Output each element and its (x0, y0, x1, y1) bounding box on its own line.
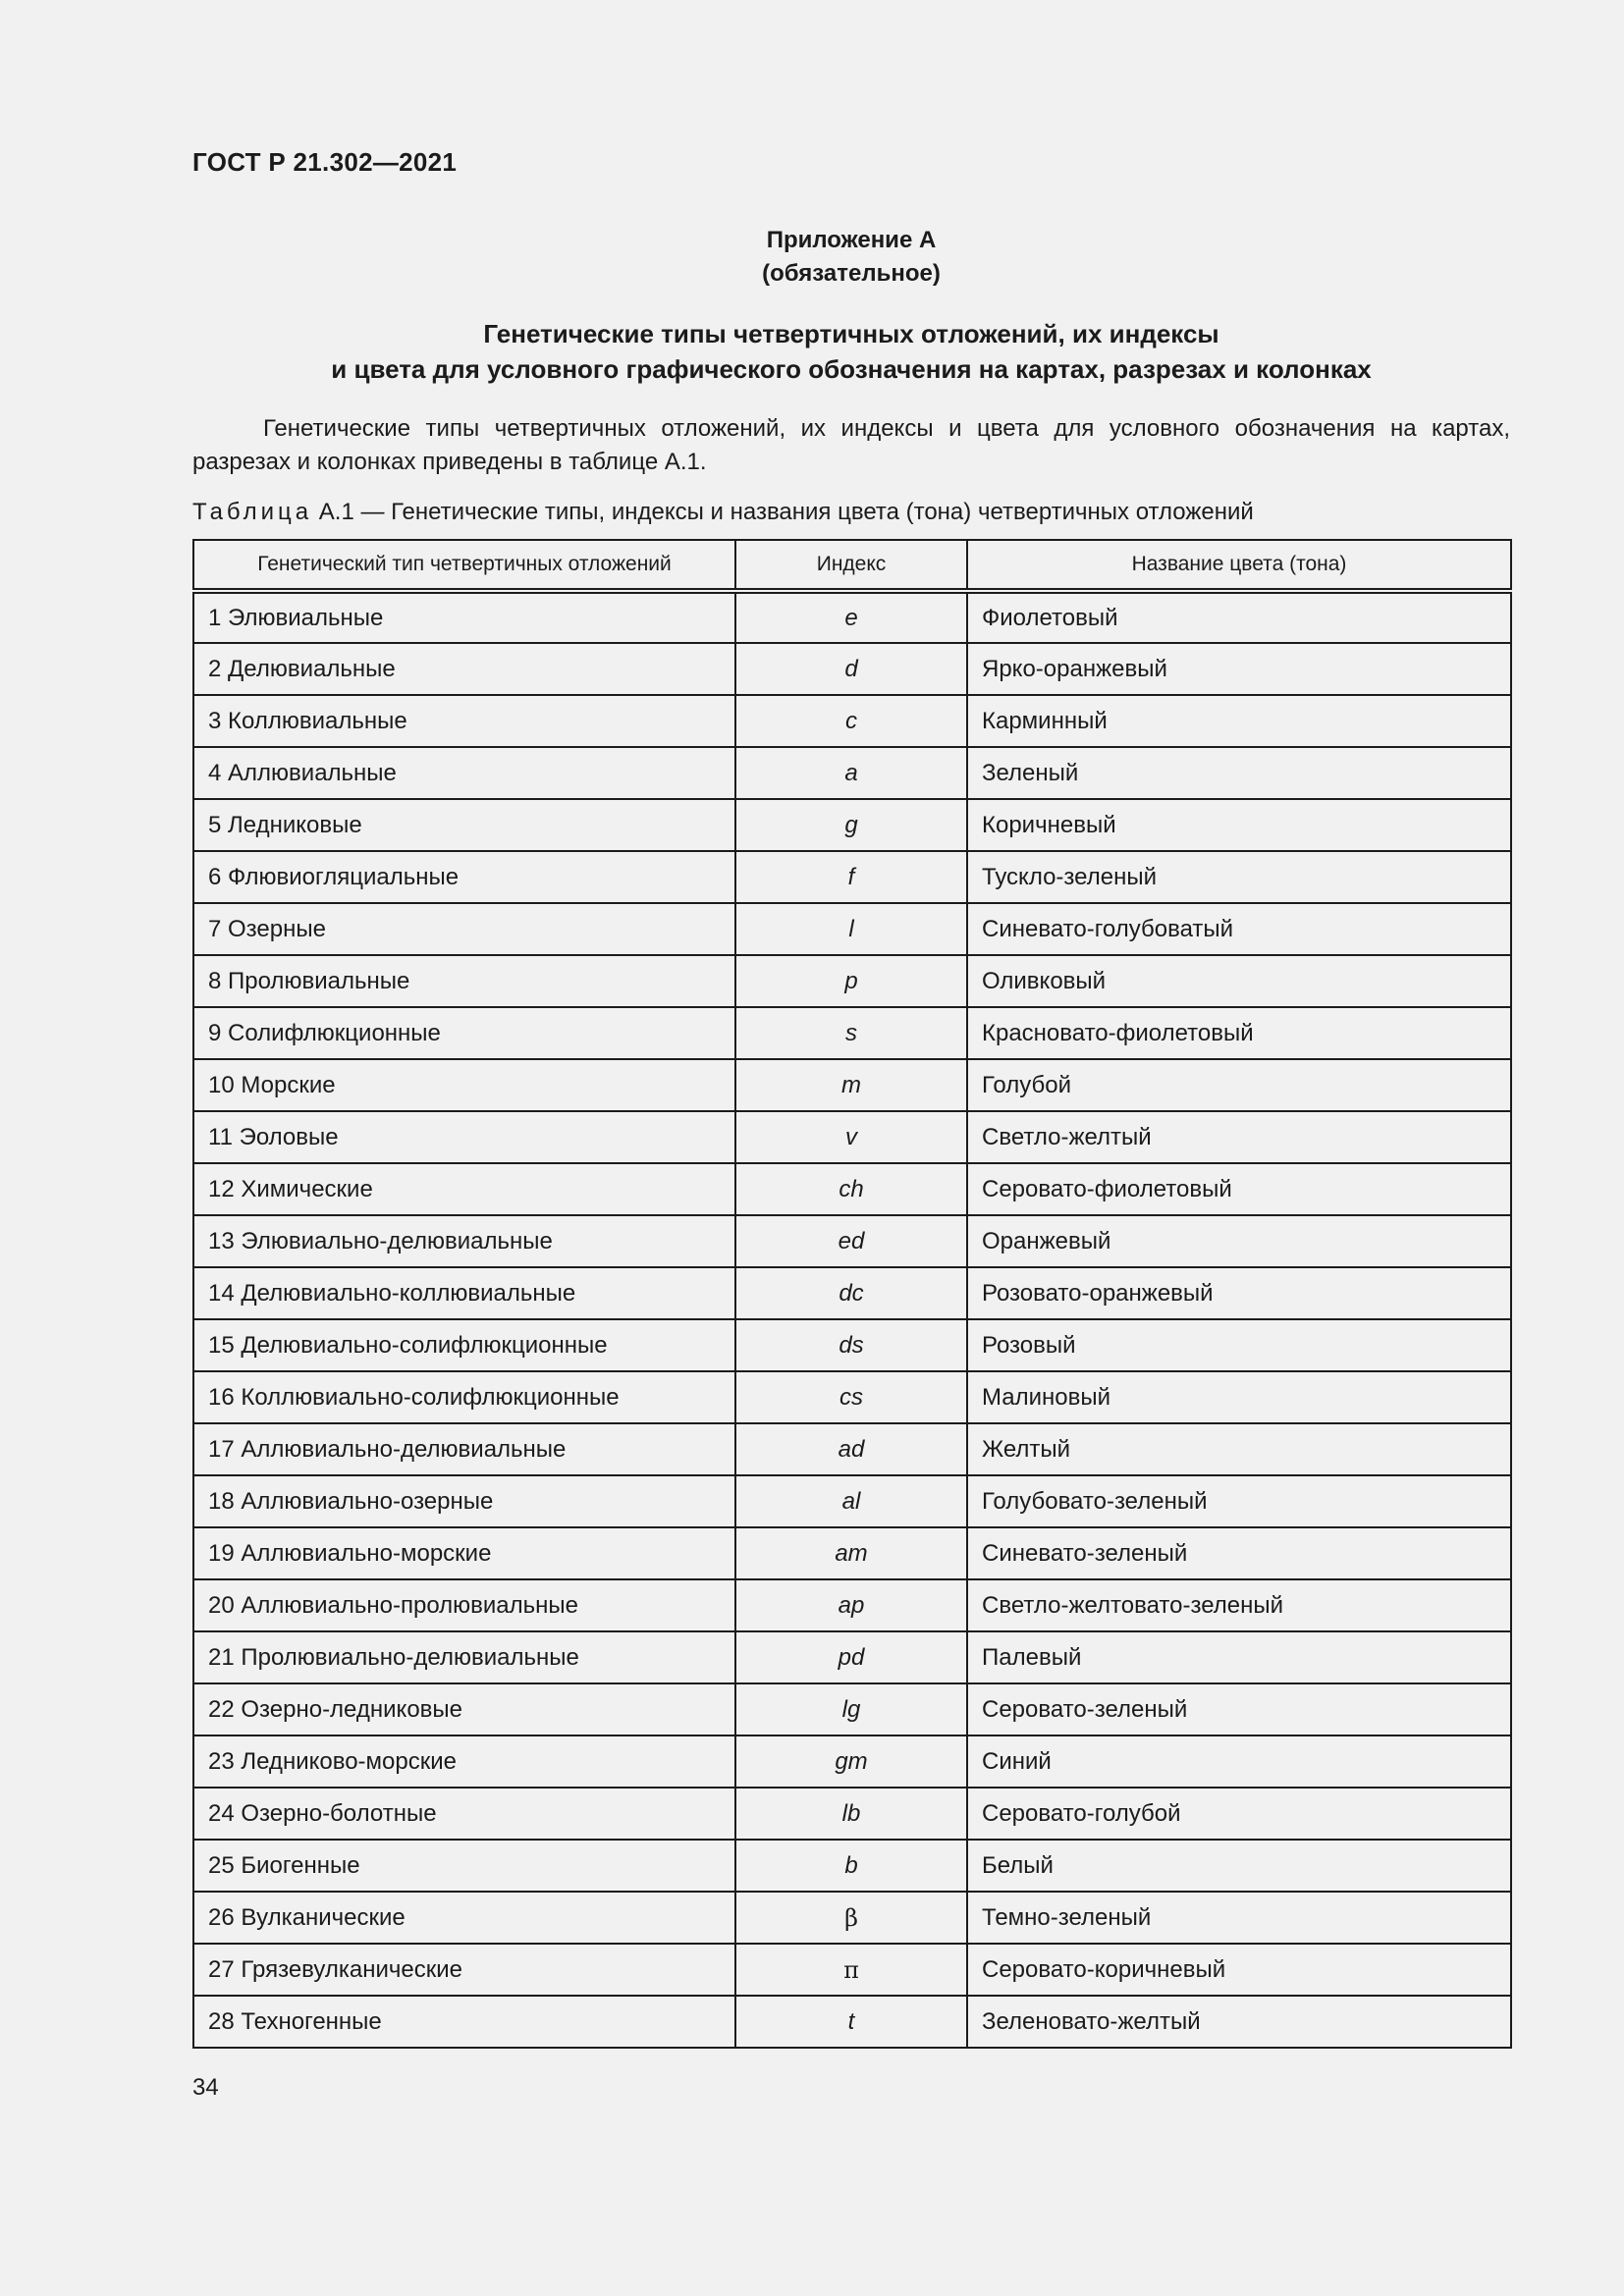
cell-type: 26 Вулканические (193, 1892, 735, 1944)
table-row (193, 1371, 1511, 1423)
table-row (193, 1267, 1511, 1319)
table-row (193, 1319, 1511, 1371)
cell-type: 21 Пролювиально-делювиальные (193, 1631, 735, 1683)
table-body (193, 591, 1511, 2048)
heading-line-1: Генетические типы четвертичных отложений, их индексы (483, 319, 1219, 348)
table-row (193, 747, 1511, 799)
cell-color: Тускло-зеленый (967, 851, 1511, 903)
heading-line-2: и цвета для условного графического обозначения на картах, разрезах и колонках (331, 354, 1372, 384)
table-caption-label: Таблица (192, 499, 313, 525)
appendix-subtitle: (обязательное) (762, 260, 941, 287)
cell-color: Светло-желтый (967, 1111, 1511, 1163)
cell-color: Розовато-оранжевый (967, 1267, 1511, 1319)
cell-index: d (735, 643, 967, 695)
cell-type: 13 Элювиально-делювиальные (193, 1215, 735, 1267)
table-row (193, 643, 1511, 695)
cell-color: Карминный (967, 695, 1511, 747)
cell-type: 1 Элювиальные (193, 591, 735, 643)
cell-type: 8 Пролювиальные (193, 955, 735, 1007)
cell-index: ds (735, 1319, 967, 1371)
cell-type: 28 Техногенные (193, 1996, 735, 2048)
cell-color: Оранжевый (967, 1215, 1511, 1267)
table-row (193, 955, 1511, 1007)
cell-type: 18 Аллювиально-озерные (193, 1475, 735, 1527)
cell-color: Светло-желтовато-зеленый (967, 1579, 1511, 1631)
cell-type: 14 Делювиально-коллювиальные (193, 1267, 735, 1319)
cell-index: lb (735, 1788, 967, 1840)
table-caption (192, 496, 1254, 529)
cell-index: π (735, 1944, 967, 1996)
cell-index: β (735, 1892, 967, 1944)
table-row (193, 1788, 1511, 1840)
cell-color: Серовато-зеленый (967, 1683, 1511, 1735)
cell-type: 17 Аллювиально-делювиальные (193, 1423, 735, 1475)
cell-color: Темно-зеленый (967, 1892, 1511, 1944)
cell-color: Розовый (967, 1319, 1511, 1371)
cell-index: gm (735, 1735, 967, 1788)
table-row (193, 1683, 1511, 1735)
cell-type: 27 Грязевулканические (193, 1944, 735, 1996)
cell-color: Оливковый (967, 955, 1511, 1007)
cell-color: Малиновый (967, 1371, 1511, 1423)
cell-index: l (735, 903, 967, 955)
cell-type: 2 Делювиальные (193, 643, 735, 695)
cell-type: 7 Озерные (193, 903, 735, 955)
cell-color: Фиолетовый (967, 591, 1511, 643)
cell-type: 19 Аллювиально-морские (193, 1527, 735, 1579)
header-color: Название цвета (тона) (967, 540, 1511, 591)
cell-index: ed (735, 1215, 967, 1267)
cell-type: 12 Химические (193, 1163, 735, 1215)
page-number: 34 (192, 2074, 219, 2101)
cell-type: 9 Солифлюкционные (193, 1007, 735, 1059)
cell-type: 16 Коллювиально-солифлюкционные (193, 1371, 735, 1423)
table-row (193, 1631, 1511, 1683)
cell-index: v (735, 1111, 967, 1163)
cell-color: Серовато-фиолетовый (967, 1163, 1511, 1215)
table-row (193, 1423, 1511, 1475)
appendix-title: Приложение А (766, 227, 937, 253)
table-row (193, 1215, 1511, 1267)
cell-type: 22 Озерно-ледниковые (193, 1683, 735, 1735)
table-row (193, 1735, 1511, 1788)
table-header-row (193, 540, 1511, 591)
table-row (193, 1059, 1511, 1111)
table-row (193, 1527, 1511, 1579)
cell-color: Желтый (967, 1423, 1511, 1475)
cell-color: Белый (967, 1840, 1511, 1892)
cell-type: 6 Флювиогляциальные (193, 851, 735, 903)
table-row (193, 1475, 1511, 1527)
cell-color: Синевато-зеленый (967, 1527, 1511, 1579)
cell-index: a (735, 747, 967, 799)
intro-paragraph: Генетические типы четвертичных отложений, их индексы и цвета для условного обозначения на картах, разрезах и колонках приведены в таблице А.1. (192, 415, 1510, 475)
table-row (193, 851, 1511, 903)
table-row (193, 1163, 1511, 1215)
cell-type: 5 Ледниковые (193, 799, 735, 851)
cell-color: Зеленый (967, 747, 1511, 799)
table-row (193, 1840, 1511, 1892)
cell-color: Серовато-голубой (967, 1788, 1511, 1840)
cell-type: 23 Ледниково-морские (193, 1735, 735, 1788)
cell-color: Зеленовато-желтый (967, 1996, 1511, 2048)
cell-index: e (735, 591, 967, 643)
cell-index: pd (735, 1631, 967, 1683)
cell-color: Голубовато-зеленый (967, 1475, 1511, 1527)
table-row (193, 1944, 1511, 1996)
cell-index: lg (735, 1683, 967, 1735)
cell-color: Синевато-голубоватый (967, 903, 1511, 955)
header-index: Индекс (735, 540, 967, 591)
table-row (193, 1996, 1511, 2048)
cell-index: ch (735, 1163, 967, 1215)
cell-index: al (735, 1475, 967, 1527)
cell-index: b (735, 1840, 967, 1892)
cell-index: p (735, 955, 967, 1007)
cell-index: m (735, 1059, 967, 1111)
cell-index: t (735, 1996, 967, 2048)
cell-color: Голубой (967, 1059, 1511, 1111)
cell-index: g (735, 799, 967, 851)
cell-type: 15 Делювиально-солифлюкционные (193, 1319, 735, 1371)
cell-type: 25 Биогенные (193, 1840, 735, 1892)
cell-index: s (735, 1007, 967, 1059)
table-row (193, 1111, 1511, 1163)
header-type: Генетический тип четвертичных отложений (193, 540, 735, 591)
cell-type: 24 Озерно-болотные (193, 1788, 735, 1840)
cell-color: Ярко-оранжевый (967, 643, 1511, 695)
cell-index: cs (735, 1371, 967, 1423)
cell-color: Серовато-коричневый (967, 1944, 1511, 1996)
table-row (193, 799, 1511, 851)
sediment-types-table (192, 539, 1512, 2049)
table-caption-text: А.1 — Генетические типы, индексы и названия цвета (тона) четвертичных отложений (318, 499, 1254, 525)
cell-type: 11 Эоловые (193, 1111, 735, 1163)
cell-index: dc (735, 1267, 967, 1319)
table-row (193, 1007, 1511, 1059)
cell-type: 3 Коллювиальные (193, 695, 735, 747)
cell-type: 4 Аллювиальные (193, 747, 735, 799)
appendix-block (192, 224, 1510, 291)
cell-index: f (735, 851, 967, 903)
cell-type: 10 Морские (193, 1059, 735, 1111)
cell-index: ap (735, 1579, 967, 1631)
cell-type: 20 Аллювиально-пролювиальные (193, 1579, 735, 1631)
cell-index: c (735, 695, 967, 747)
table-row (193, 695, 1511, 747)
section-heading (192, 316, 1510, 387)
cell-index: ad (735, 1423, 967, 1475)
table-row (193, 591, 1511, 643)
document-code: ГОСТ Р 21.302—2021 (192, 147, 458, 177)
cell-color: Коричневый (967, 799, 1511, 851)
table-row (193, 1579, 1511, 1631)
cell-color: Палевый (967, 1631, 1511, 1683)
table-row (193, 903, 1511, 955)
table-row (193, 1892, 1511, 1944)
cell-color: Синий (967, 1735, 1511, 1788)
cell-color: Красновато-фиолетовый (967, 1007, 1511, 1059)
cell-index: am (735, 1527, 967, 1579)
